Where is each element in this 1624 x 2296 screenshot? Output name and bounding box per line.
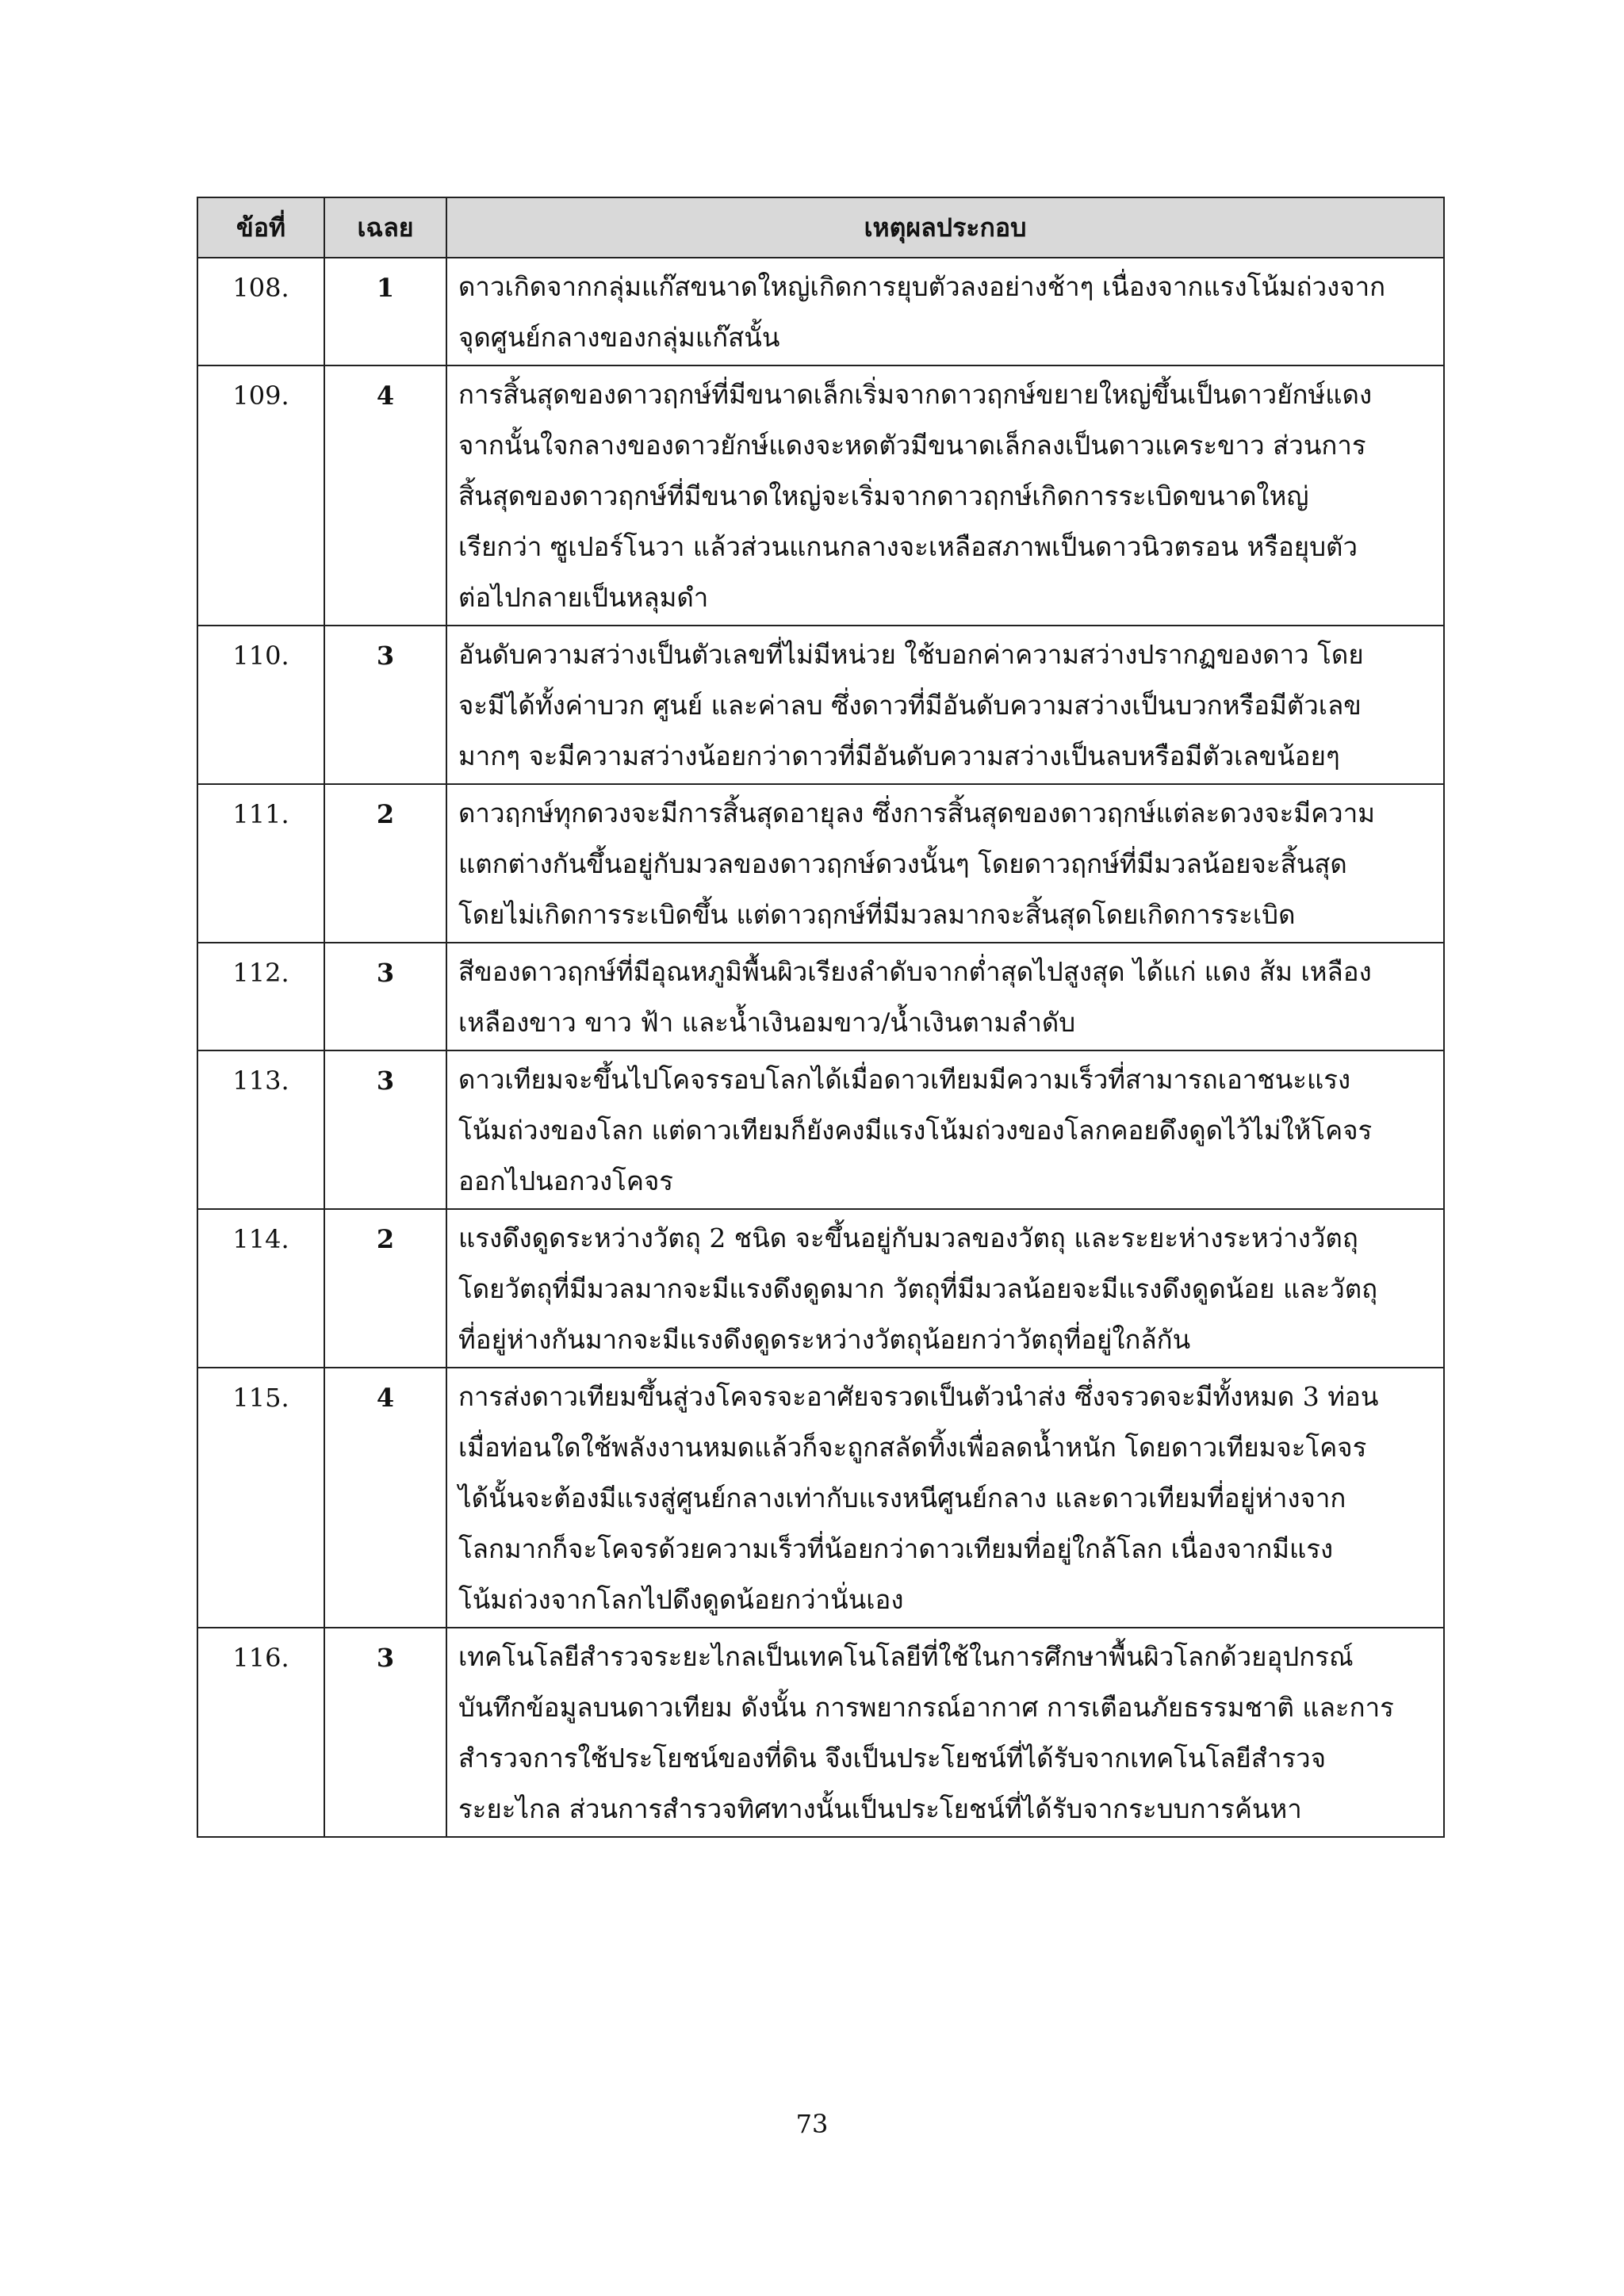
table-row <box>197 784 1444 943</box>
answer-choice: 4 <box>324 1368 446 1628</box>
reason-line: แรงดึงดูดระหว่างวัตถุ 2 ชนิด จะขึ้นอยู่กับมวลของวัตถุ และระยะห่างระหว่างวัตถุ <box>458 1223 1358 1253</box>
reason-line: สิ้นสุดของดาวฤกษ์ที่มีขนาดใหญ่จะเริ่มจากดาวฤกษ์เกิดการระเบิดขนาดใหญ่ <box>458 480 1309 511</box>
reason-line: ได้นั้นจะต้องมีแรงสู่ศูนย์กลางเท่ากับแรงหนีศูนย์กลาง และดาวเทียมที่อยู่ห่างจาก <box>458 1483 1346 1513</box>
reason-line: โดยวัตถุที่มีมวลมากจะมีแรงดึงดูดมาก วัตถุที่มีมวลน้อยจะมีแรงดึงดูดน้อย และวัตถุ <box>458 1273 1378 1304</box>
reason-line: แตกต่างกันขึ้นอยู่กับมวลของดาวฤกษ์ดวงนั้นๆ โดยดาวฤกษ์ที่มีมวลน้อยจะสิ้นสุด <box>458 848 1347 879</box>
question-number: 115. <box>197 1368 324 1628</box>
table-header <box>197 197 1444 258</box>
reason-line: โดยไม่เกิดการระเบิดขึ้น แต่ดาวฤกษ์ที่มีมวลมากจะสิ้นสุดโดยเกิดการระเบิด <box>458 899 1296 930</box>
question-number: 116. <box>197 1628 324 1837</box>
answer-choice: 2 <box>324 1209 446 1368</box>
reason-text <box>446 1368 1444 1628</box>
reason-line: สำรวจการใช้ประโยชน์ของที่ดิน จึงเป็นประโยชน์ที่ได้รับจากเทคโนโลยีสำรวจ <box>458 1743 1327 1774</box>
reason-text <box>446 1628 1444 1837</box>
table-body <box>197 258 1444 1837</box>
reason-text <box>446 626 1444 784</box>
header-row <box>197 197 1444 258</box>
reason-text <box>446 365 1444 626</box>
page-number: 73 <box>795 2109 829 2139</box>
table-row <box>197 626 1444 784</box>
table-row <box>197 1050 1444 1209</box>
table-row <box>197 258 1444 365</box>
reason-line: เมื่อท่อนใดใช้พลังงานหมดแล้วก็จะถูกสลัดทิ้งเพื่อลดน้ำหนัก โดยดาวเทียมจะโคจร <box>458 1432 1367 1463</box>
reason-text <box>446 1050 1444 1209</box>
answer-choice: 3 <box>324 1628 446 1837</box>
reason-text <box>446 784 1444 943</box>
reason-line: จุดศูนย์กลางของกลุ่มแก๊สนั้น <box>458 322 780 353</box>
reason-line: เหลืองขาว ขาว ฟ้า และน้ำเงินอมขาว/น้ำเงินตามลำดับ <box>458 1007 1076 1038</box>
reason-line: ดาวฤกษ์ทุกดวงจะมีการสิ้นสุดอายุลง ซึ่งการสิ้นสุดของดาวฤกษ์แต่ละดวงจะมีความ <box>458 798 1375 828</box>
reason-line: ที่อยู่ห่างกันมากจะมีแรงดึงดูดระหว่างวัตถุน้อยกว่าวัตถุที่อยู่ใกล้กัน <box>458 1324 1191 1355</box>
reason-line: บันทึกข้อมูลบนดาวเทียม ดังนั้น การพยากรณ์อากาศ การเตือนภัยธรรมชาติ และการ <box>458 1692 1394 1723</box>
reason-line: ดาวเกิดจากกลุ่มแก๊สขนาดใหญ่เกิดการยุบตัวลงอย่างช้าๆ เนื่องจากแรงโน้มถ่วงจาก <box>458 271 1386 302</box>
answer-choice: 2 <box>324 784 446 943</box>
reason-line: มากๆ จะมีความสว่างน้อยกว่าดาวที่มีอันดับความสว่างเป็นลบหรือมีตัวเลขน้อยๆ <box>458 740 1340 771</box>
reason-line: จากนั้นใจกลางของดาวยักษ์แดงจะหดตัวมีขนาดเล็กลงเป็นดาวแคระขาว ส่วนการ <box>458 430 1366 461</box>
table-row <box>197 1209 1444 1368</box>
header-question-number: ข้อที่ <box>197 197 324 258</box>
reason-line: การสิ้นสุดของดาวฤกษ์ที่มีขนาดเล็กเริ่มจากดาวฤกษ์ขยายใหญ่ขึ้นเป็นดาวยักษ์แดง <box>458 379 1373 410</box>
answer-choice: 3 <box>324 943 446 1050</box>
table-row <box>197 943 1444 1050</box>
header-reason: เหตุผลประกอบ <box>446 197 1444 258</box>
reason-line: การส่งดาวเทียมขึ้นสู่วงโคจรจะอาศัยจรวดเป็นตัวนำส่ง ซึ่งจรวดจะมีทั้งหมด 3 ท่อน <box>458 1381 1379 1412</box>
header-answer: เฉลย <box>324 197 446 258</box>
answer-key-table <box>197 197 1445 1838</box>
reason-line: ต่อไปกลายเป็นหลุมดำ <box>458 582 709 613</box>
table-row <box>197 1628 1444 1837</box>
reason-line: โลกมากก็จะโคจรด้วยความเร็วที่น้อยกว่าดาวเทียมที่อยู่ใกล้โลก เนื่องจากมีแรง <box>458 1533 1334 1564</box>
question-number: 114. <box>197 1209 324 1368</box>
reason-line: โน้มถ่วงจากโลกไปดึงดูดน้อยกว่านั่นเอง <box>458 1584 904 1615</box>
question-number: 112. <box>197 943 324 1050</box>
question-number: 111. <box>197 784 324 943</box>
answer-choice: 1 <box>324 258 446 365</box>
answer-choice: 4 <box>324 365 446 626</box>
question-number: 108. <box>197 258 324 365</box>
reason-line: เทคโนโลยีสำรวจระยะไกลเป็นเทคโนโลยีที่ใช้ในการศึกษาพื้นผิวโลกด้วยอุปกรณ์ <box>458 1641 1354 1672</box>
question-number: 113. <box>197 1050 324 1209</box>
reason-line: ดาวเทียมจะขึ้นไปโคจรรอบโลกได้เมื่อดาวเทียมมีความเร็วที่สามารถเอาชนะแรง <box>458 1064 1351 1095</box>
reason-line: โน้มถ่วงของโลก แต่ดาวเทียมก็ยังคงมีแรงโน้มถ่วงของโลกคอยดึงดูดไว้ไม่ให้โคจร <box>458 1115 1373 1146</box>
reason-line: ระยะไกล ส่วนการสำรวจทิศทางนั้นเป็นประโยชน์ที่ได้รับจากระบบการค้นหา <box>458 1793 1302 1824</box>
answer-choice: 3 <box>324 626 446 784</box>
reason-line: เรียกว่า ซูเปอร์โนวา แล้วส่วนแกนกลางจะเหลือสภาพเป็นดาวนิวตรอน หรือยุบตัว <box>458 531 1358 562</box>
answer-choice: 3 <box>324 1050 446 1209</box>
reason-text <box>446 943 1444 1050</box>
question-number: 110. <box>197 626 324 784</box>
reason-line: สีของดาวฤกษ์ที่มีอุณหภูมิพื้นผิวเรียงลำดับจากต่ำสุดไปสูงสุด ได้แก่ แดง ส้ม เหลือง <box>458 956 1372 987</box>
reason-text <box>446 258 1444 365</box>
table-row <box>197 1368 1444 1628</box>
table-row <box>197 365 1444 626</box>
reason-line: อันดับความสว่างเป็นตัวเลขที่ไม่มีหน่วย ใช้บอกค่าความสว่างปรากฏของดาว โดย <box>458 639 1364 670</box>
question-number: 109. <box>197 365 324 626</box>
reason-text <box>446 1209 1444 1368</box>
reason-line: จะมีได้ทั้งค่าบวก ศูนย์ และค่าลบ ซึ่งดาวที่มีอันดับความสว่างเป็นบวกหรือมีตัวเลข <box>458 690 1362 721</box>
reason-line: ออกไปนอกวงโคจร <box>458 1165 674 1196</box>
